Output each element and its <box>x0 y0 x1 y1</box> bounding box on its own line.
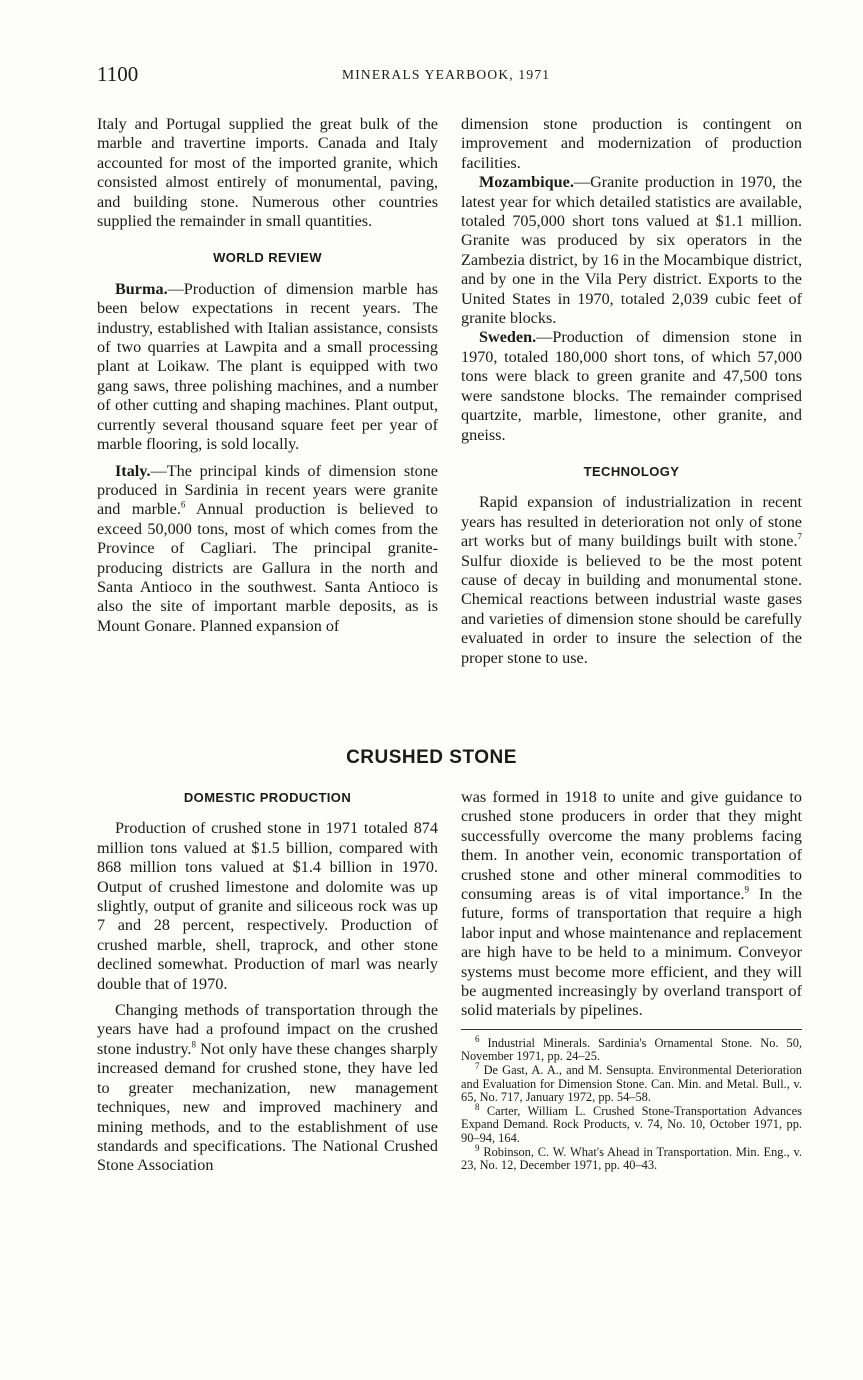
sweden-text: —Production of dimension stone in 1970, totaled 180,000 short tons, of which 57,000 tons were black to green granite and 47,500 tons were sandstone blocks. The remainder comprised quartzite, marble, limestone, other granite, and gneiss. <box>461 328 802 444</box>
footnote-8-num: 8 <box>475 1101 480 1112</box>
page-header <box>97 62 802 90</box>
technology-paragraph <box>461 493 802 668</box>
cont-text-b: In the future, forms of transportation that require a high labor input and whose maintenance and replacement are high have to be held to a minimum. Conveyor systems must become more efficient, and they will be augmented increasingly by overland transport of solid materials by pipelines. <box>461 885 802 1020</box>
running-title: MINERALS YEARBOOK, 1971 <box>342 67 551 82</box>
mozambique-paragraph <box>461 173 802 328</box>
footnote-9-text: Robinson, C. W. What's Ahead in Transportation. Min. Eng., v. 23, No. 12, December 1971, pp. 40–43. <box>461 1144 802 1173</box>
footnote-7-num: 7 <box>475 1060 480 1071</box>
mozambique-text: —Granite production in 1970, the latest year for which detailed statistics are available, totaled 705,000 short tons valued at $1.1 million. Granite was produced by six operators in the Zambezia district, by 16 in the Mocambique district, and by one in the Vila Pery district. Exports to the United States in 1970, totaled 2,039 cubic feet of granite blocks. <box>461 173 802 328</box>
mozambique-label: Mozambique. <box>479 173 574 192</box>
footnote-ref-8: 8 <box>191 1039 196 1050</box>
footnote-7 <box>461 1060 802 1105</box>
transport-text-a: Changing methods of transportation through the years have had a profound impact on the crushed stone industry. <box>97 1001 438 1058</box>
footnote-6-num: 6 <box>475 1033 480 1044</box>
page-number: 1100 <box>97 62 139 86</box>
sweden-label: Sweden. <box>479 328 537 347</box>
transport-text-b: Not only have these changes sharply increased demand for crushed stone, they have led to greater mechanization, new management techniques, new and improved machinery and mining methods, and to the establishment of use standards and specifications. The National Crushed Stone Association <box>97 1039 438 1175</box>
italy-paragraph <box>97 462 438 637</box>
transportation-paragraph <box>97 1001 438 1176</box>
bottom-right-column <box>461 788 802 1173</box>
footnote-ref-6: 6 <box>180 499 186 510</box>
world-review-heading: WORLD REVIEW <box>213 250 322 266</box>
burma-paragraph <box>97 280 438 455</box>
footnote-9 <box>461 1142 802 1173</box>
footnote-8 <box>461 1101 802 1146</box>
production-paragraph: Production of crushed stone in 1971 totaled 874 million tons valued at $1.5 billion, compared with 868 million tons valued at $1.4 billion in 1970. Output of crushed limestone and dolomite was up slightly, output of granite and siliceous rock was up 7 and 28 percent, respectively. Production of crushed marble, shell, traprock, and other stone declined somewhat. Production of marl was nearly double that of 1970. <box>97 819 438 993</box>
cont-text-a: was formed in 1918 to unite and give guidance to crushed stone producers in order that they might successfully overcome the many problems facing them. In another vein, economic transportation of crushed stone and other mineral commodities to consuming areas is of vital importance. <box>461 788 802 904</box>
association-continuation <box>461 788 802 1021</box>
italy-continuation: dimension stone production is contingent on improvement and modernization of production facilities. <box>461 115 802 172</box>
footnotes <box>461 1029 802 1173</box>
footnote-ref-7: 7 <box>797 531 802 542</box>
footnote-7-text: De Gast, A. A., and M. Sensupta. Environmental Deterioration and Evaluation for Dimension Stone. Can. Min. and Metal. Bull., v. 65, No. 717, January 1972, pp. 54–58. <box>461 1063 802 1105</box>
domestic-production-heading: DOMESTIC PRODUCTION <box>183 790 352 805</box>
italy-text-a: —The principal kinds of dimension stone produced in Sardinia in recent years were granite and marble. <box>97 461 438 519</box>
burma-label: Burma. <box>115 279 168 298</box>
crushed-stone-heading: CRUSHED STONE <box>346 747 517 768</box>
technology-text-a: Rapid expansion of industrialization in recent years has resulted in deterioration not only of stone art works but of many buildings built with stone. <box>461 493 802 551</box>
footnote-6-text: Industrial Minerals. Sardinia's Ornamental Stone. No. 50, November 1971, pp. 24–25. <box>461 1035 802 1064</box>
top-right-column <box>461 115 802 668</box>
bottom-left-column <box>97 788 438 1176</box>
burma-text: —Production of dimension marble has been below expectations in recent years. The industry, established with Italian assistance, consists of two quarries at Lawpita and a small processing plant at Loikaw. The plant is equipped with two gang saws, three polishing machines, and a number of other cutting and shaping machines. Plant output, currently several thousand square feet per year of marble flooring, is sold locally. <box>97 279 438 454</box>
technology-heading: TECHNOLOGY <box>583 463 680 479</box>
sweden-paragraph <box>461 328 802 444</box>
technology-text-b: Sulfur dioxide is believed to be the most potent cause of decay in building and monumental stone. Chemical reactions between industrial waste gases and varieties of dimension stone should be carefully evaluated in order to insure the selection of the proper stone to use. <box>461 551 802 667</box>
footnote-ref-9: 9 <box>744 884 750 895</box>
footnote-6 <box>461 1033 802 1064</box>
footnote-9-num: 9 <box>475 1142 480 1153</box>
footnote-8-text: Carter, William L. Crushed Stone-Transportation Advances Expand Demand. Rock Products, v. 74, No. 10, October 1971, pp. 90–94, 164. <box>461 1103 802 1146</box>
top-left-column <box>97 115 438 636</box>
italy-label: Italy. <box>115 461 151 480</box>
imports-paragraph: Italy and Portugal supplied the great bulk of the marble and travertine imports. Canada and Italy accounted for most of the imported granite, which consisted almost entirely of monumental, paving, and building stone. Numerous other countries supplied the remainder in small quantities. <box>97 115 438 231</box>
italy-text-b: Annual production is believed to exceed 50,000 tons, most of which comes from the Province of Cagliari. The principal granite-producing districts are Gallura in the north and Santa Antioco in the southwest. Santa Antioco is also the site of important marble deposits, as is Mount Gonare. Planned expansion of <box>97 500 438 635</box>
